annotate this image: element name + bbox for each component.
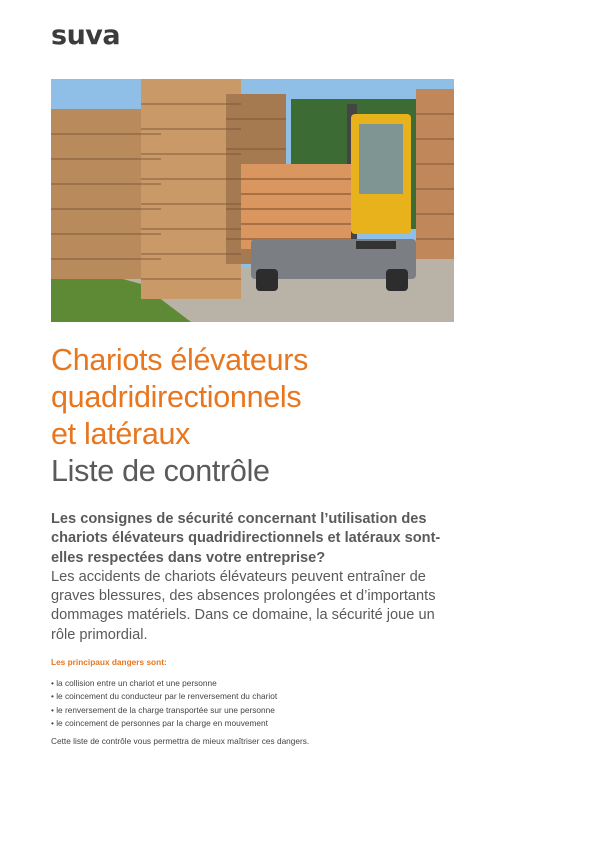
title-line-1: Chariots élévateurs bbox=[51, 343, 309, 377]
list-item: • le coincement de personnes par la charge en mouvement bbox=[51, 717, 277, 730]
intro-paragraph: Les accidents de chariots élévateurs peuvent entraîner de graves blessures, des absences prolongées et d’importants dommages matériels. Dans ce domaine, la sécurité joue un rôle primordial. bbox=[51, 568, 436, 643]
dangers-list bbox=[51, 677, 277, 730]
intro-question: Les consignes de sécurité concernant l’utilisation des chariots élévateurs quadridirectionnels et latéraux sont-elles respectées dans votre entreprise? bbox=[51, 511, 441, 566]
document-subtitle: Liste de contrôle bbox=[51, 454, 270, 488]
list-item: • la collision entre un chariot et une personne bbox=[51, 677, 277, 690]
title-line-2: quadridirectionnels bbox=[51, 380, 302, 414]
suva-logo: suva bbox=[51, 20, 121, 51]
closing-note: Cette liste de contrôle vous permettra de mieux maîtriser ces dangers. bbox=[51, 736, 310, 746]
list-item: • le coincement du conducteur par le renversement du chariot bbox=[51, 690, 277, 703]
list-item: • le renversement de la charge transportée sur une personne bbox=[51, 704, 277, 717]
title-line-3: et latéraux bbox=[51, 417, 191, 451]
dangers-heading: Les principaux dangers sont: bbox=[51, 657, 167, 667]
forklift-lumber-illustration bbox=[51, 79, 454, 322]
intro-section bbox=[51, 510, 461, 645]
document-title bbox=[51, 342, 551, 490]
forklift-lumber-photo bbox=[51, 79, 454, 322]
